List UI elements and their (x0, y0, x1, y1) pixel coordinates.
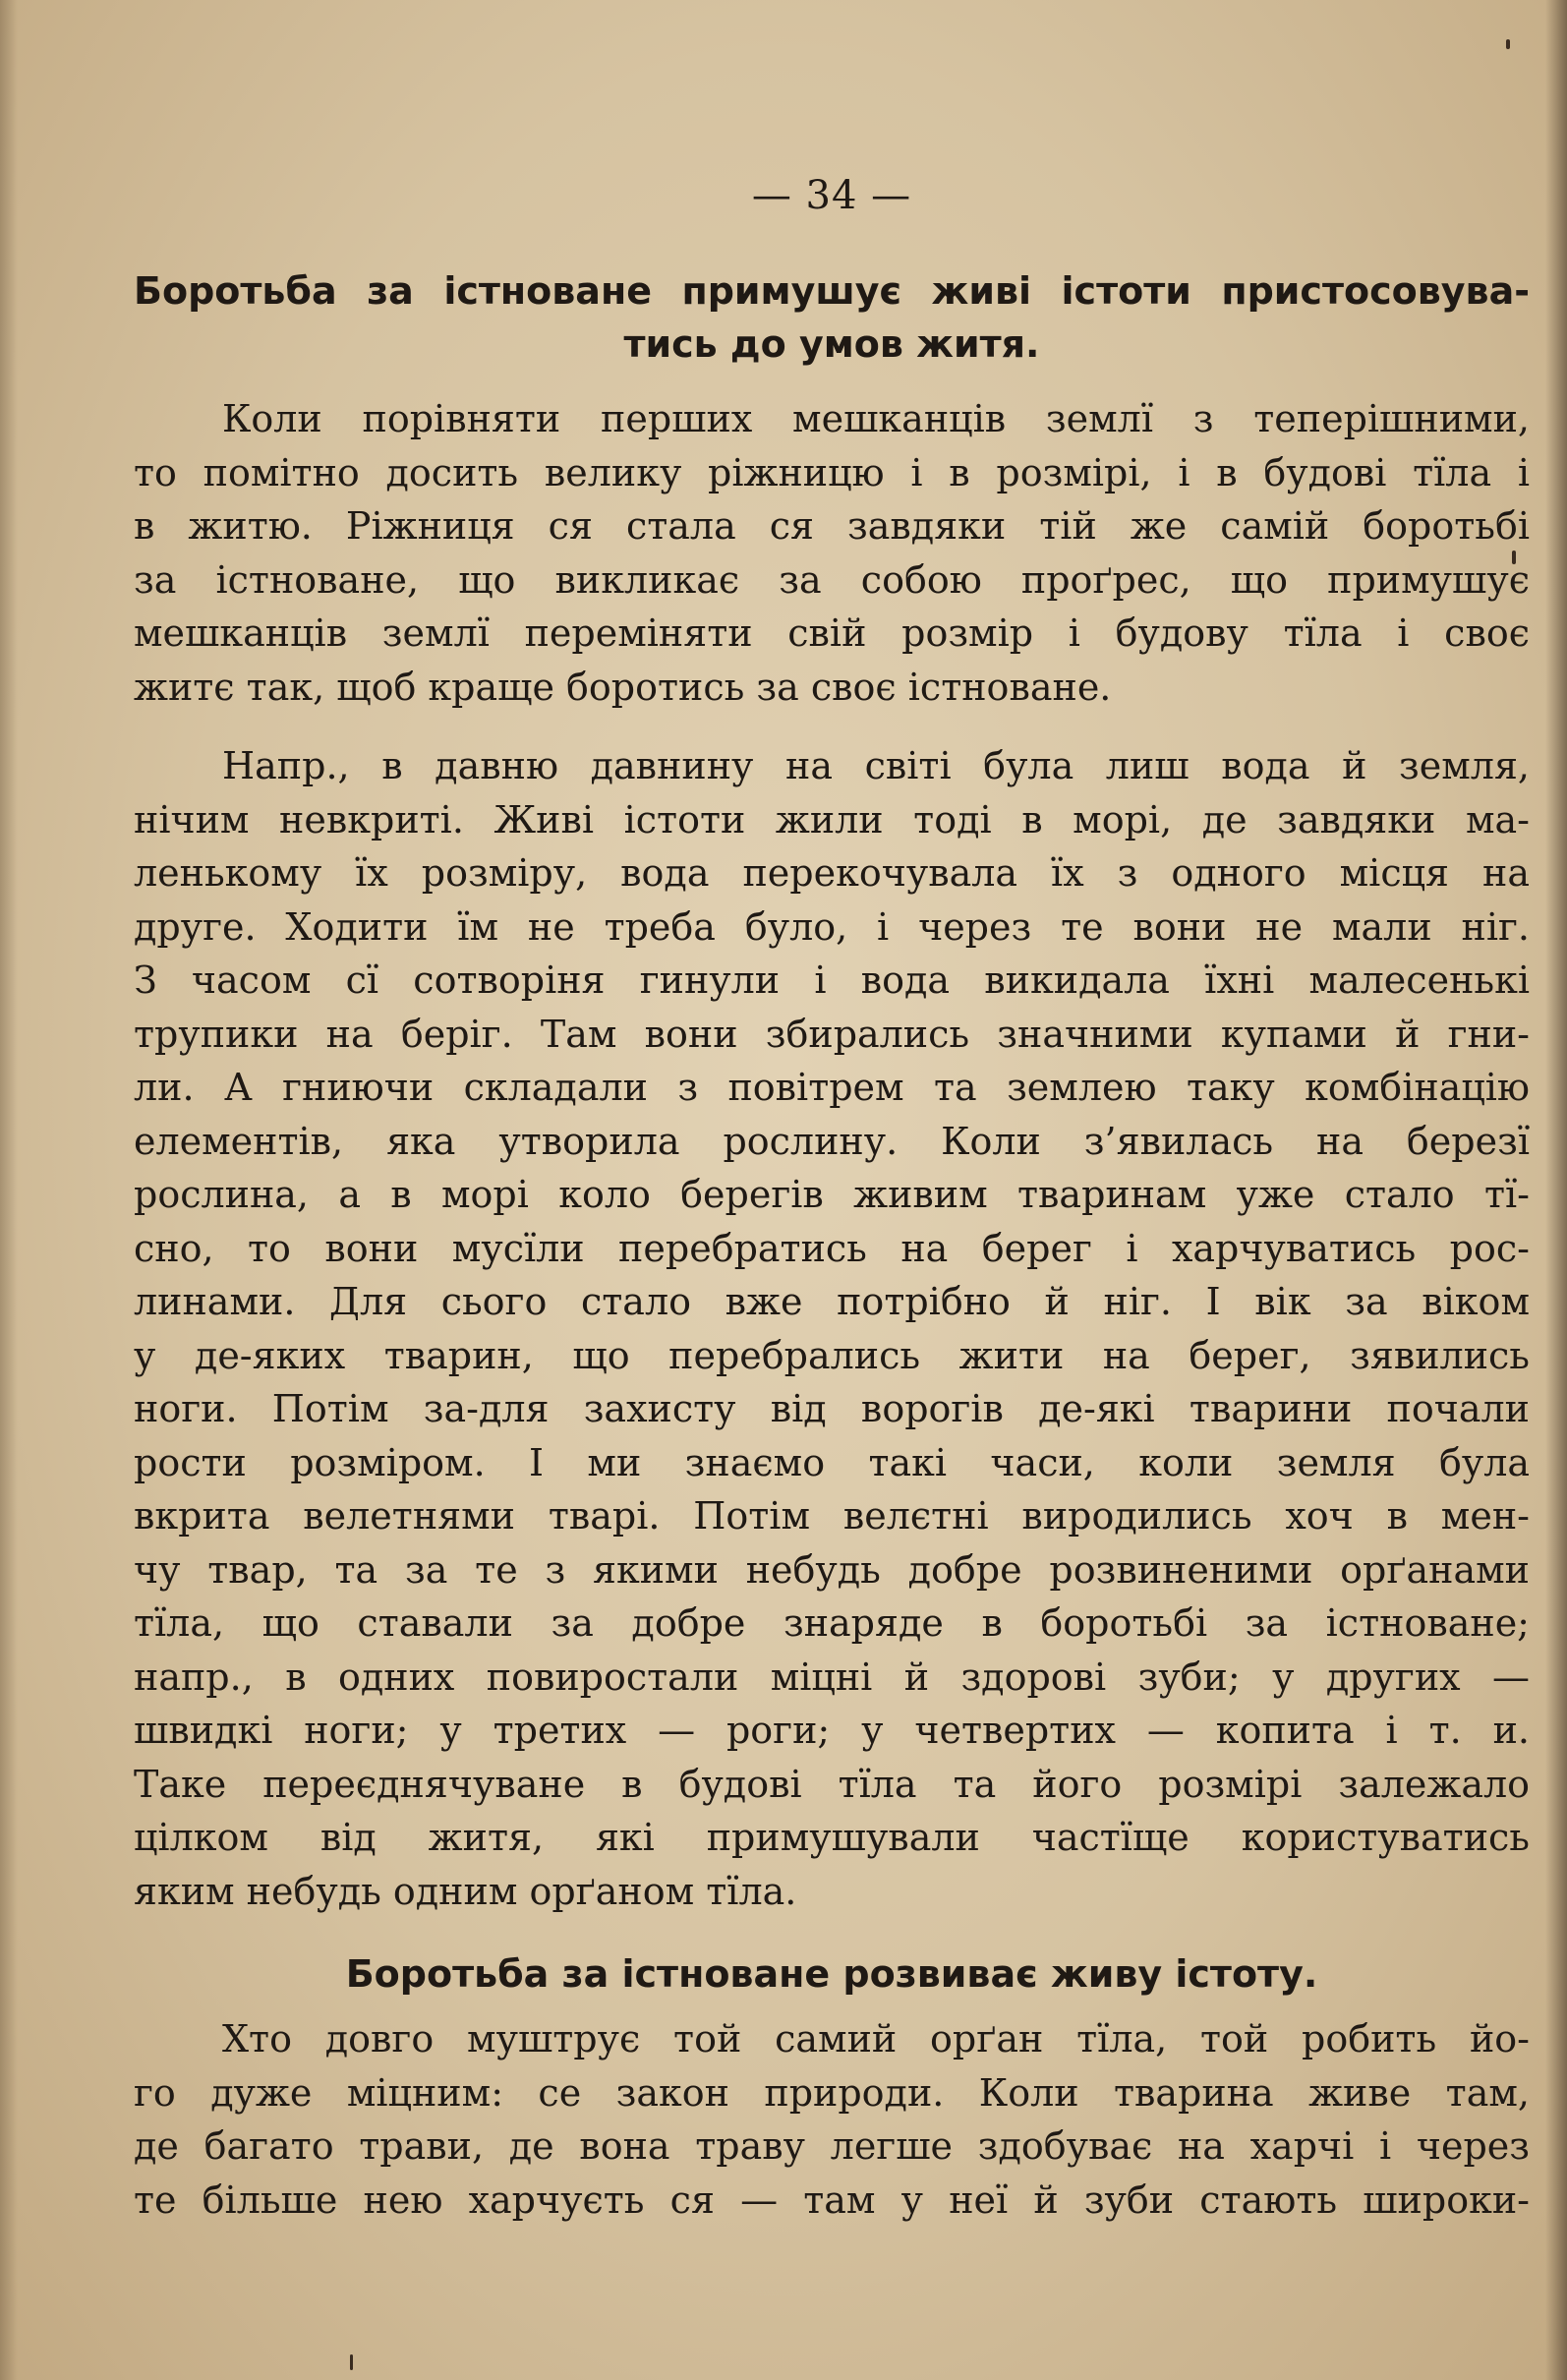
paragraph-1 (134, 392, 1530, 714)
text-line: Коли порівняти перших мешканців землї з теперішними, (222, 397, 1530, 440)
text-line: нічим невкриті. Живі істоти жили тоді в морі, де завдяки ма- (134, 797, 1530, 842)
text-line: де багато трави, де вона траву легше здобуває на харчі і через (134, 2124, 1530, 2168)
text-line: З часом сї сотворіня гинули і вода викидала їхні малесенькі (134, 958, 1530, 1002)
paragraph-2 (134, 739, 1530, 1918)
text-line: Хто довго муштрує той самий орґан тїла, той робить йо- (222, 2017, 1530, 2061)
page-number: — 34 — (751, 173, 912, 218)
text-line: елементів, яка утворила рослину. Коли з’явилась на березї (134, 1119, 1530, 1163)
section-heading-adaptation (134, 264, 1530, 371)
page-left-shadow (0, 0, 18, 2380)
text-line: линами. Для сього стало вже потрібно й ніг. І вік за віком (134, 1280, 1530, 1323)
text-line: вкрита велетнями тварі. Потім велєтні виродились хоч в мен- (134, 1494, 1530, 1538)
text-line: у де-яких тварин, що перебрались жити на берег, зявились (134, 1333, 1530, 1377)
text-line: цілком від житя, які примушували частїще користуватись (134, 1816, 1530, 1859)
text-line: ноги. Потім за-для захисту від ворогів де-які тварини почали (134, 1387, 1530, 1430)
text-line: друге. Ходити їм не треба було, і через те вони не мали ніг. (134, 904, 1530, 949)
text-line: рости розміром. І ми знаємо такі часи, коли земля була (134, 1440, 1530, 1484)
section-heading-development (134, 1947, 1530, 2001)
text-line: трупики на беріг. Там вони збирались значними купами й гни- (134, 1012, 1530, 1056)
text-line: чу твар, та за те з якими небудь добре розвиненими орґанами (134, 1547, 1530, 1592)
text-line: го дуже міцним: се закон природи. Коли тварина живе там, (134, 2070, 1530, 2115)
ink-speck (1506, 39, 1510, 49)
heading-line: Боротьба за істноване розвиває живу істоту. (345, 1952, 1318, 1996)
text-line: те більше нею харчуєть ся — там у неї й зуби стають широки- (134, 2177, 1530, 2222)
heading-line: тись до умов житя. (623, 322, 1040, 366)
text-line: яким небудь одним орґаном тїла. (134, 1869, 797, 1913)
paragraph-3 (134, 2012, 1530, 2227)
text-line: сно, то вони мусїли перебратись на берег і харчуватись рос- (134, 1226, 1530, 1270)
text-line: Напр., в давню давнину на світі була лиш вода й земля, (222, 744, 1530, 787)
text-line: житє так, щоб краще боротись за своє істноване. (134, 665, 1112, 709)
text-line: Таке переєднячуване в будові тїла та його розмірі залежало (134, 1762, 1530, 1806)
ink-speck (350, 2354, 353, 2370)
text-line: ли. А гниючи складали з повітрем та землею таку комбінацію (134, 1066, 1530, 1109)
text-line: ленькому їх розміру, вода перекочувала їх з одного місця на (134, 851, 1530, 895)
text-line: тїла, що ставали за добре знаряде в боротьбі за істноване; (134, 1601, 1530, 1645)
page-text (134, 162, 1530, 2252)
text-line: в житю. Ріжниця ся стала ся завдяки тій же самій боротьбі (134, 504, 1530, 548)
text-line: мешканців землї переміняти свій розмір і будову тїла і своє (134, 611, 1530, 655)
text-line: то помітно досить велику ріжницю і в розмірі, і в будові тїла і (134, 450, 1530, 494)
text-line: за істноване, що викликає за собою проґрес, що примушує (134, 557, 1530, 602)
page-right-shadow (1545, 0, 1567, 2380)
heading-line: Боротьба за істноване примушує живі істоти пристосовува- (134, 269, 1530, 313)
text-line: рослина, а в морі коло берегів живим тваринам уже стало тї- (134, 1173, 1530, 1216)
text-line: напр., в одних повиростали міцні й здорові зуби; у других — (134, 1654, 1530, 1699)
text-line: швидкі ноги; у третих — роги; у четвертих — копита і т. и. (134, 1709, 1530, 1752)
